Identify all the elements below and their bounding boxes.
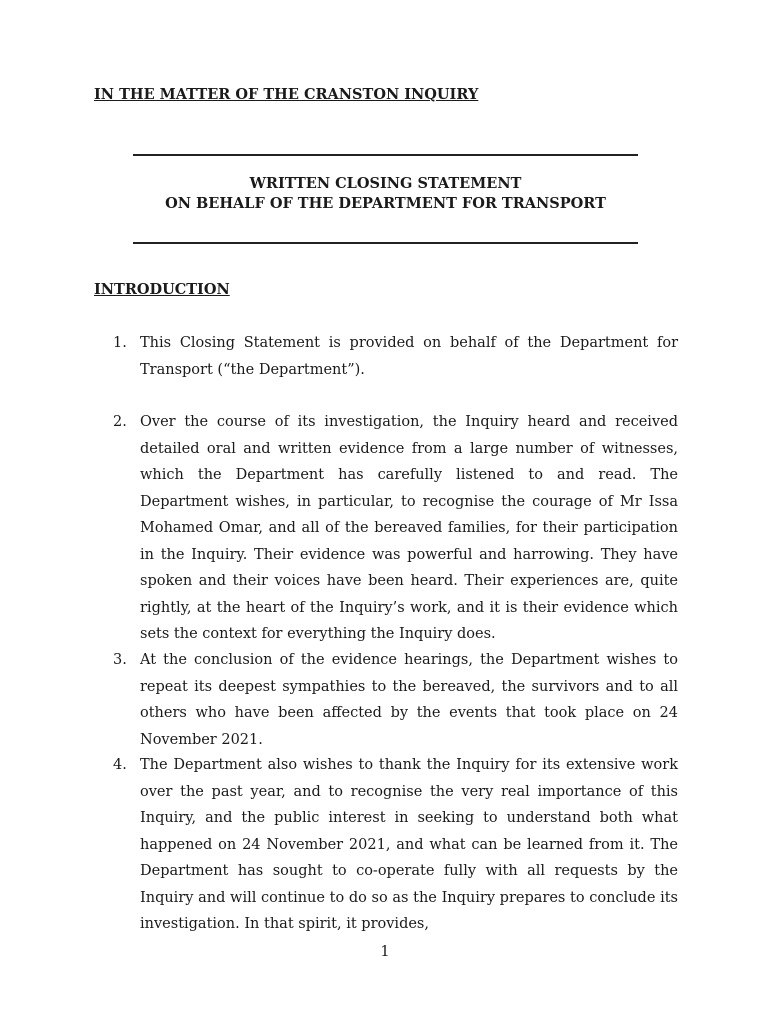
paragraph-number: 2.: [113, 414, 127, 430]
page-number: 1: [380, 944, 390, 960]
paragraph-number: 4.: [113, 757, 127, 773]
paragraph-text: Over the course of its investigation, the Inquiry heard and received detailed oral and written evidence from a large number of witnesses, which the Department has carefully listened to and read. The Department wishes, in particular, to recognise the courage of Mr Issa Mohamed Omar, and all of the bereaved families, for their participation in the Inquiry. Their evidence was powerful and harrowing. They have spoken and their voices have been heard. Their experiences are, quite rightly, at the heart of the Inquiry’s work, and it is their evidence which sets the context for everything the Inquiry does.: [140, 414, 678, 642]
section-heading-introduction: INTRODUCTION: [94, 281, 230, 298]
paragraph-3: [113, 647, 678, 753]
paragraph-number: 3.: [113, 652, 127, 668]
matter-title: IN THE MATTER OF THE CRANSTON INQUIRY: [94, 86, 479, 103]
paragraph-number: 1.: [113, 335, 127, 351]
paragraph-text: This Closing Statement is provided on behalf of the Department for Transport (“the Department”).: [140, 335, 678, 378]
bottom-divider: [133, 242, 638, 244]
statement-title: [133, 174, 638, 214]
top-divider: [133, 154, 638, 156]
paragraph-text: At the conclusion of the evidence hearings, the Department wishes to repeat its deepest sympathies to the bereaved, the survivors and to all others who have been affected by the events that took place on 24 November 2021.: [140, 652, 678, 748]
paragraph-1: [113, 330, 678, 383]
paragraph-text: The Department also wishes to thank the Inquiry for its extensive work over the past year, and to recognise the very real importance of this Inquiry, and the public interest in seeking to understand both what happened on 24 November 2021, and what can be learned from it. The Department has sought to co-operate fully with all requests by the Inquiry and will continue to do so as the Inquiry prepares to conclude its investigation. In that spirit, it provides,: [140, 757, 678, 932]
statement-title-line-1: WRITTEN CLOSING STATEMENT: [249, 175, 522, 192]
paragraph-2: [113, 409, 678, 648]
paragraph-4: [113, 752, 678, 938]
statement-title-line-2: ON BEHALF OF THE DEPARTMENT FOR TRANSPORT: [165, 195, 606, 212]
